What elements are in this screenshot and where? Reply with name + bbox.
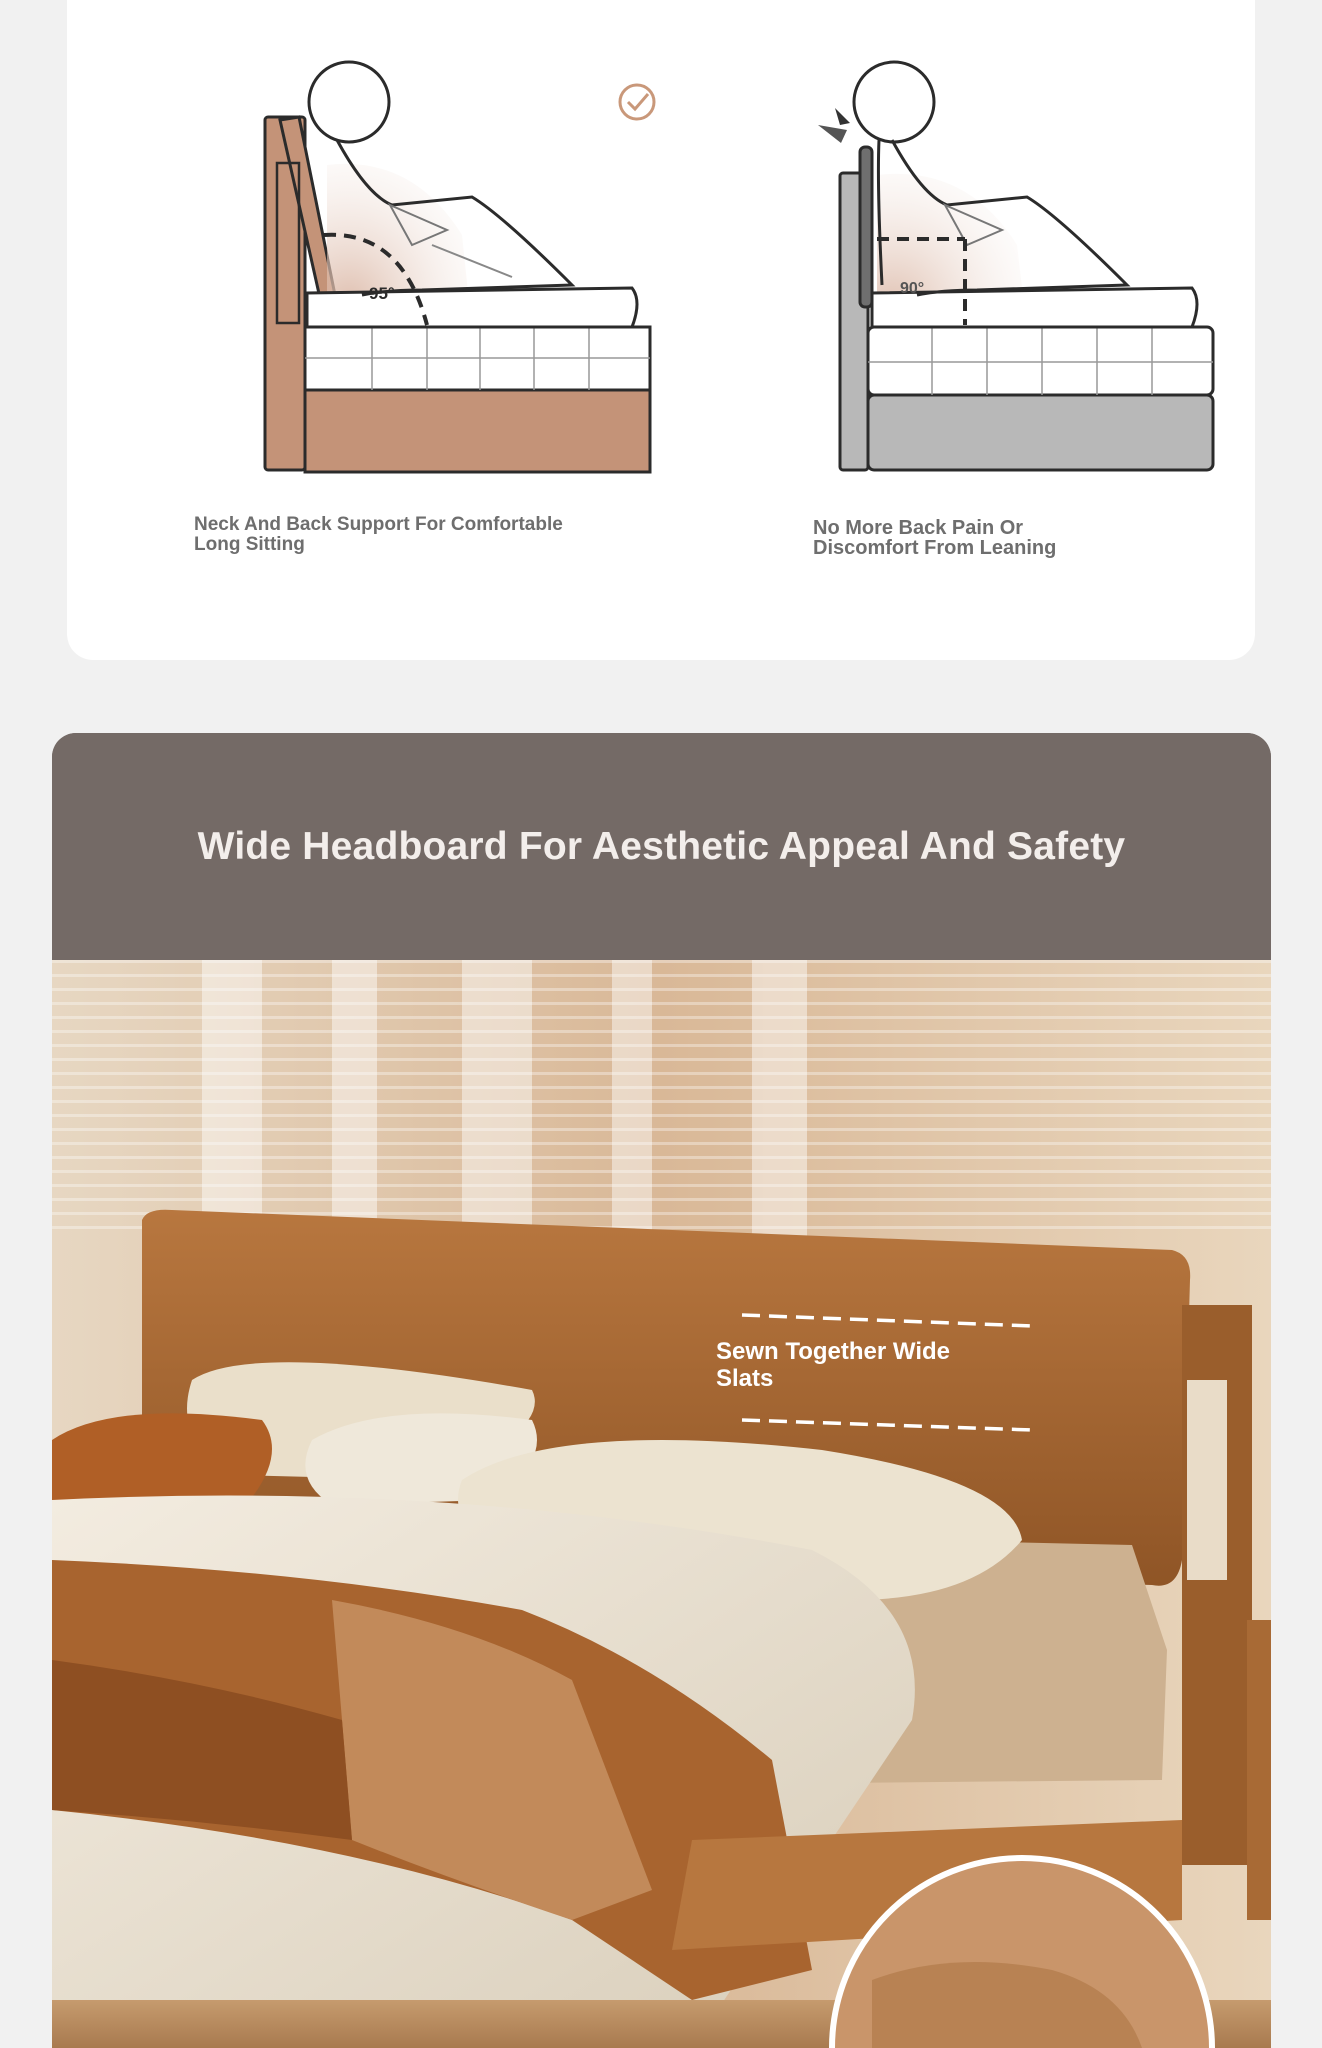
- panel-header: [52, 733, 1271, 960]
- check-circle-icon: [620, 85, 654, 119]
- right-caption: No More Back Pain Or Discomfort From Leaning: [813, 517, 1057, 559]
- slats-callout: Sewn Together Wide Slats: [716, 1338, 951, 1392]
- impact-lines-icon: [818, 108, 850, 143]
- angle-label-left: 95°: [369, 284, 395, 303]
- left-caption: Neck And Back Support For Comfortable Long Sitting: [194, 514, 563, 555]
- comparison-card: [67, 0, 1255, 660]
- headboard-panel: [52, 733, 1271, 2048]
- straight-headboard-diagram: [707, 45, 1227, 485]
- bed-photo: [52, 960, 1271, 2048]
- headboard-support-diagram: [162, 45, 682, 485]
- section-title: Wide Headboard For Aesthetic Appeal And Safety: [197, 825, 1126, 868]
- angle-label-right: 90°: [900, 280, 925, 297]
